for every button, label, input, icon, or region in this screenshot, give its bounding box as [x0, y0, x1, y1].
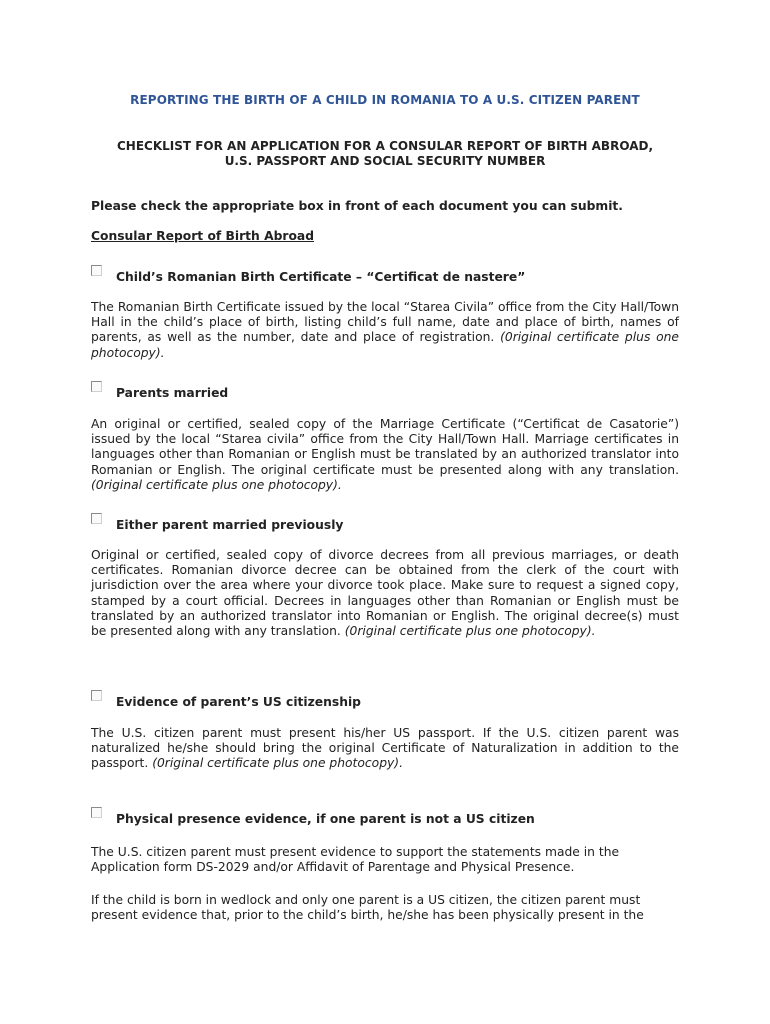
us-citizenship-checkbox[interactable] [91, 690, 102, 701]
married-previously-description [91, 548, 679, 639]
married-previously-note: (0riginal certificate plus one photocopy). [344, 624, 596, 639]
document-subtitle [0, 139, 770, 169]
birth-certificate-note: (0riginal certificate plus one photocopy). [91, 330, 679, 360]
parents-married-description [91, 417, 679, 493]
physical-presence-description-continued: If the child is born in wedlock and only one parent is a US citizen, the citizen parent must present evidence that, prior to the child’s birth, he/she has been physically present in the [91, 893, 644, 923]
parents-married-checkbox[interactable] [91, 381, 102, 392]
physical-presence-description: The U.S. citizen parent must present evidence to support the statements made in the Application form DS-2029 and/or Affidavit of Parentage and Physical Presence. [91, 845, 620, 875]
married-previously-text: Original or certified, sealed copy of divorce decrees from all previous marriages, or death certificates. Romanian divorce decree can be obtained from the clerk of the court with jurisdiction over the area where your divorce took place. Make sure to request a signed copy, stamped by a court official. Decrees in languages other than Romanian or English must be translated by an authorized translator into Romanian or English. The original decree(s) must be presented along with any translation. [91, 548, 679, 639]
physical-presence-checkbox[interactable] [91, 807, 102, 818]
us-citizenship-description [91, 726, 679, 772]
us-citizenship-note: (0riginal certificate plus one photocopy). [152, 756, 403, 771]
birth-certificate-description [91, 300, 679, 361]
us-citizenship-text: The U.S. citizen parent must present his/her US passport. If the U.S. citizen parent was naturalized he/she should bring the original Certificate of Naturalization in addition to the passport. [91, 726, 679, 771]
birth-certificate-text: The Romanian Birth Certificate issued by the local “Starea Civila” office from the City Hall/Town Hall in the child’s place of birth, listing child’s full name, date and place of birth, names of parents, as well as the number, date and place of registration. [91, 300, 679, 345]
us-citizenship-label: Evidence of parent’s US citizenship [116, 695, 361, 709]
parents-married-text: An original or certified, sealed copy of the Marriage Certificate (“Certificat de Casatorie”) issued by the local “Starea civila” office from the City Hall/Town Hall. Marriage certificates in languages other than Romanian or English must be translated by an authorized translator into Romanian or English. The original certificate must be presented along with any translation. [91, 417, 679, 477]
married-previously-checkbox[interactable] [91, 513, 102, 524]
parents-married-note: (0riginal certificate plus one photocopy). [91, 477, 342, 492]
subtitle-line-1: CHECKLIST FOR AN APPLICATION FOR A CONSULAR REPORT OF BIRTH ABROAD, [116, 139, 654, 153]
physical-presence-label: Physical presence evidence, if one parent is not a US citizen [116, 812, 535, 826]
subtitle-line-2: U.S. PASSPORT AND SOCIAL SECURITY NUMBER [224, 154, 546, 168]
parents-married-label: Parents married [116, 386, 229, 400]
married-previously-label: Either parent married previously [116, 518, 344, 532]
birth-certificate-checkbox[interactable] [91, 265, 102, 276]
instruction-text: Please check the appropriate box in front of each document you can submit. [91, 199, 623, 213]
section-heading-consular-report: Consular Report of Birth Abroad [91, 229, 315, 243]
birth-certificate-label: Child’s Romanian Birth Certificate – “Certificat de nastere” [116, 270, 526, 284]
document-title: REPORTING THE BIRTH OF A CHILD IN ROMANIA TO A U.S. CITIZEN PARENT [130, 93, 640, 107]
